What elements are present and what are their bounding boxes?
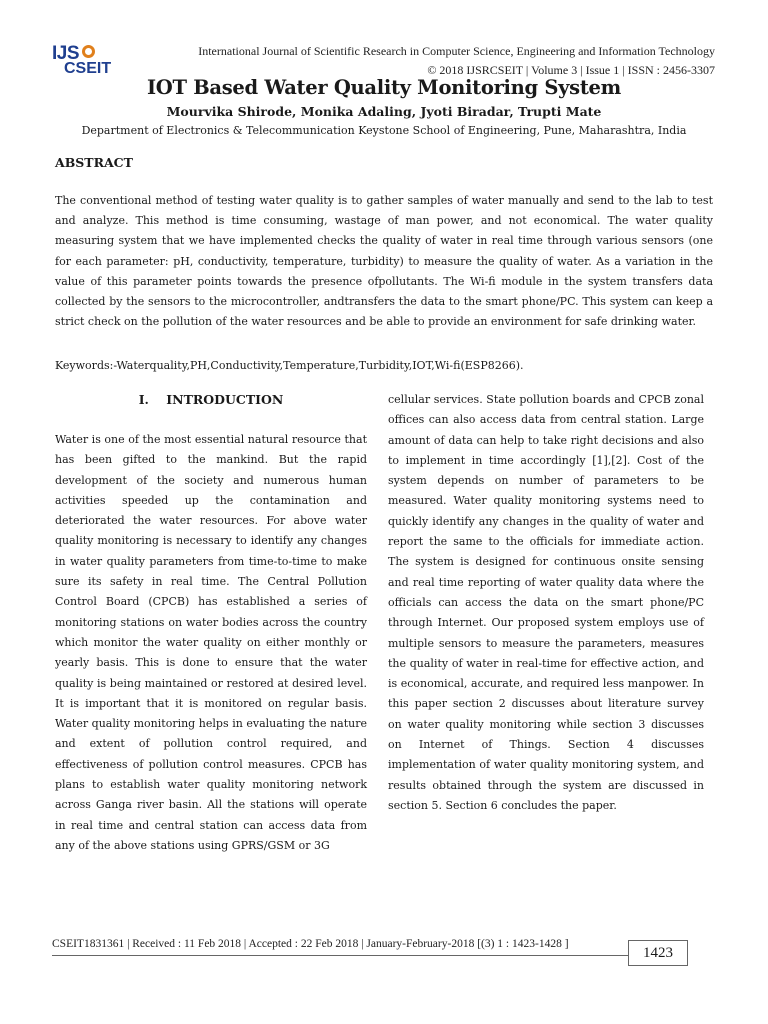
footer-divider [52, 955, 628, 956]
introduction-heading [55, 392, 367, 407]
footer-citation: CSEIT1831361 | Received : 11 Feb 2018 | Accepted : 22 Feb 2018 | January-February-2018 [(3) 1 : 1423-1428 ] [52, 938, 569, 950]
journal-header [198, 42, 715, 80]
logo-text-top: IJS [52, 43, 80, 64]
journal-name: International Journal of Scientific Research in Computer Science, Engineering and Information Technology [198, 44, 715, 58]
logo-text-bottom: CSEIT [64, 60, 112, 77]
page-number: 1423 [628, 940, 688, 966]
keywords: Keywords:-Waterquality,PH,Conductivity,Temperature,Turbidity,IOT,Wi-fi(ESP8266). [55, 359, 524, 372]
introduction-left-column: Water is one of the most essential natural resource that has been gifted to the mankind. But the rapid development of the society and numerous human activities speeded up the contamination and deteriorated the water resources. For above water quality monitoring is necessary to identify any changes in water quality parameters from time-to-time to make sure its safety in real time. The Central Pollution Control Board (CPCB) has established a series of monitoring stations on water bodies across the country which monitor the water quality on either monthly or yearly basis. This is done to ensure that the water quality is being maintained or restored at desired level. It is important that it is monitored on regular basis. Water quality monitoring helps in evaluating the nature and extent of pollution control required, and effectiveness of pollution control measures. CPCB has plans to establish water quality monitoring network across Ganga river basin. All the stations will operate in real time and central station can access data from any of the above stations using GPRS/GSM or 3G [55, 433, 367, 852]
gear-icon [82, 45, 95, 58]
introduction-heading-text: I. INTRODUCTION [138, 392, 284, 407]
paper-affiliation: Department of Electronics & Telecommunication Keystone School of Engineering, Pune, Maharashtra, India [81, 124, 687, 137]
abstract-heading: ABSTRACT [55, 155, 133, 170]
abstract-text: The conventional method of testing water quality is to gather samples of water manually and send to the lab to test and analyze. This method is time consuming, wastage of man power, and not economical. The water quality measuring system that we have implemented checks the quality of water in real time through various sensors (one for each parameter: pH, conductivity, temperature, turbidity) to measure the quality of water. As a variation in the value of this parameter points towards the presence ofpollutants. The Wi-fi module in the system transfers data collected by the sensors to the microcontroller, andtransfers the data to the smart phone/PC. This system can keep a strict check on the pollution of the water resources and be able to provide an environment for safe drinking water. [55, 194, 713, 329]
journal-logo [52, 43, 114, 79]
introduction-right-column: cellular services. State pollution boards and CPCB zonal offices can also access data from central station. Large amount of data can help to take right decisions and also to implement in time accordingly [1],[2]. Cost of the system depends on number of parameters to be measured. Water quality monitoring systems need to quickly identify any changes in the quality of water and report the same to the officials for immediate action. The system is designed for continuous onsite sensing and real time reporting of water quality data where the officials can access the data on the smart phone/PC through Internet. Our proposed system employs use of multiple sensors to measure the parameters, measures the quality of water in real-time for effective action, and is economical, accurate, and required less manpower. In this paper section 2 discusses about literature survey on water quality monitoring while section 3 discusses on Internet of Things. Section 4 discusses implementation of water quality monitoring system, and results obtained through the system are discussed in section 5. Section 6 concludes the paper. [388, 393, 704, 812]
journal-issue-info: © 2018 IJSRCSEIT | Volume 3 | Issue 1 | ISSN : 2456-3307 [427, 63, 715, 77]
paper-authors: Mourvika Shirode, Monika Adaling, Jyoti Biradar, Trupti Mate [166, 104, 602, 119]
paper-title: IOT Based Water Quality Monitoring System [146, 76, 621, 99]
